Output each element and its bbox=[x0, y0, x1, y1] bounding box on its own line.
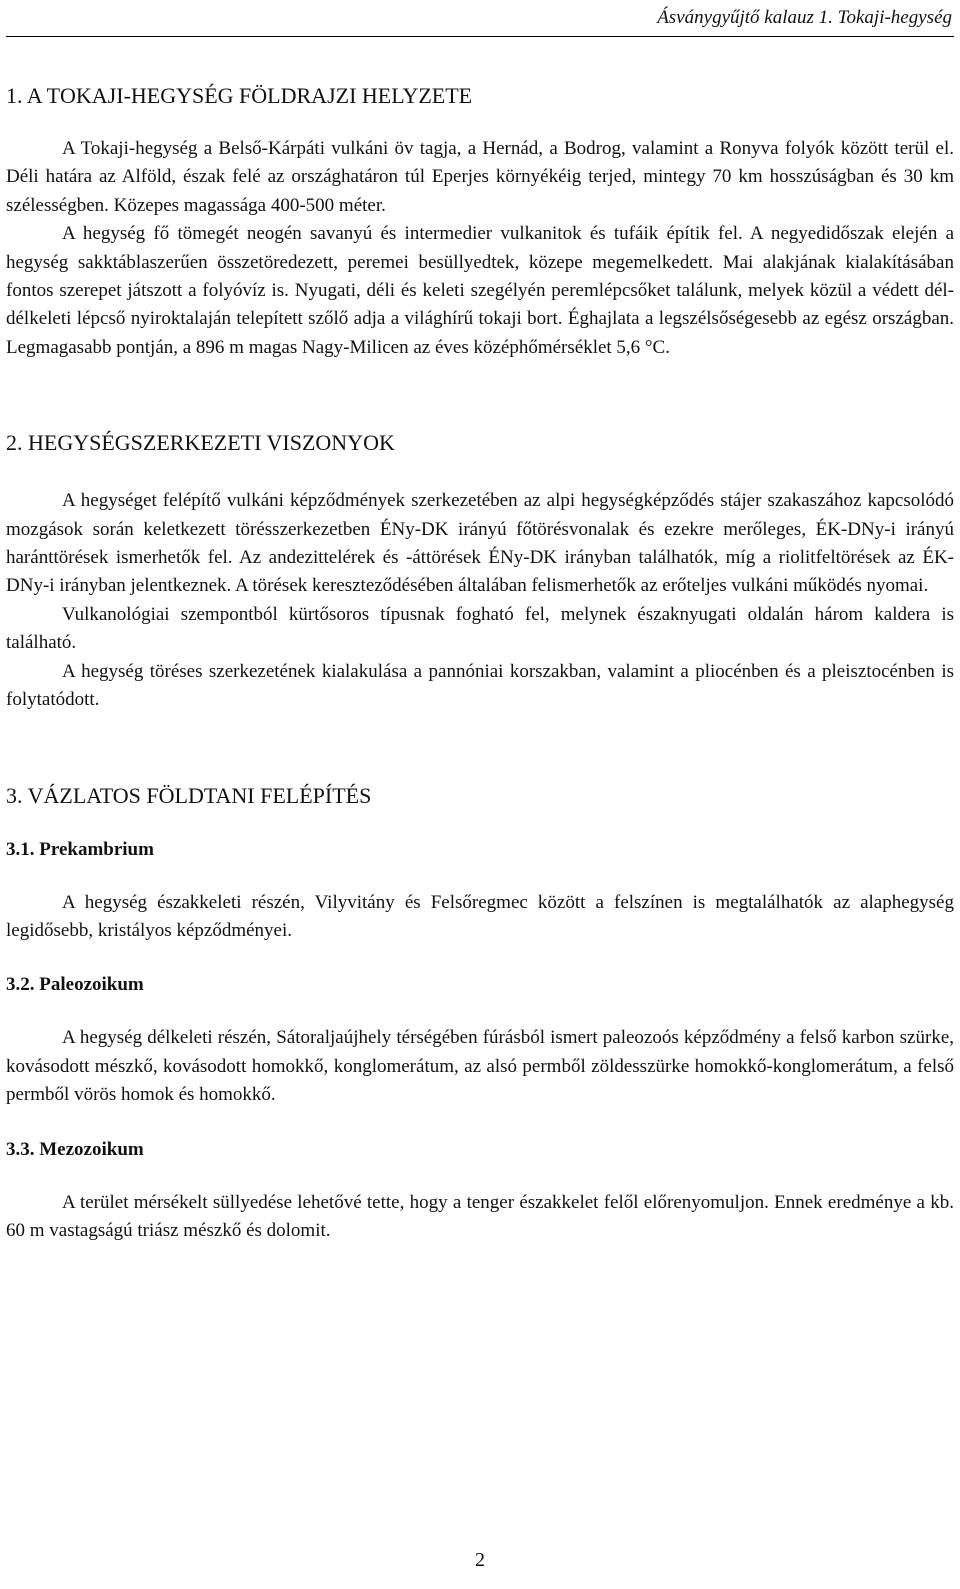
subsection-heading-mezozoikum: 3.3. Mezozoikum bbox=[6, 1138, 144, 1160]
section-1-heading bbox=[6, 82, 954, 110]
paragraph: A terület mérsékelt süllyedése lehetővé tette, hogy a tenger északkelet felől előrenyomuljon. Ennek eredménye a kb. 60 m vastagságú triász mészkő és dolomit. bbox=[6, 1191, 954, 1241]
paragraph: A hegység fő tömegét neogén savanyú és intermedier vulkanitok és tufáik építik fel. A negyedidőszak elején a hegység sakktáblaszerűen összetöredezett, peremei besüllyedtek, közepe megemelkedett. Mai alakjának kialakításában fontos szerepet játszott a folyóvíz is. Nyugati, déli és keleti szegélyén peremlépcsőket találunk, melyek közül a védett dél-délkeleti lépcső nyiroktalaján telepített szőlő adja a világhírű tokaji bort. Éghajlata a legszélsőségesebb az egész országban. Legmagasabb pontján, a 896 m magas Nagy-Milicen az éves középhőmérséklet 5,6 °C. bbox=[6, 223, 954, 358]
section-3-heading bbox=[6, 782, 954, 810]
paragraph: A hegység töréses szerkezetének kialakulása a pannóniai korszakban, valamint a pliocénben és a pleisztocénben is folytatódott. bbox=[6, 660, 954, 711]
section-title-rest: OKAJI-HEGYSÉG FÖLDRAJZI HELYZETE bbox=[60, 83, 473, 108]
page-number: 2 bbox=[475, 1549, 485, 1571]
section-title-initial: V bbox=[27, 782, 44, 808]
section-title-rest: ÁZLATOS FÖLDTANI FELÉPÍTÉS bbox=[43, 782, 372, 808]
paragraph: A hegység északkeleti részén, Vilyvitány és Felsőregmec között a felszínen is megtalálhatók az alaphegység legidősebb, kristályos képződményei. bbox=[6, 891, 954, 941]
section-2-heading bbox=[6, 429, 954, 457]
paragraph: A hegységet felépítő vulkáni képződmények szerkezetében az alpi hegységképződés stájer szakaszához kapcsolódó mozgások során keletkezett törésszerkezetben ÉNy-DK irányú főtörésvonalak és ezekre merőleges, ÉK-DNy-i irányú haránttörések ismerhetők fel. Az andezittelérek és -áttörések ÉNy-DK irányban találhatók, míg a riolitfeltörések az ÉK-DNy-i irányban jelentkeznek. A törések kereszteződésében általában felismerhetők az erőteljes vulkáni működés nyomai. bbox=[6, 490, 954, 597]
section-number: 1. bbox=[6, 83, 23, 108]
paragraph: A Tokaji-hegység a Belső-Kárpáti vulkáni öv tagja, a Hernád, a Bodrog, valamint a Ronyva folyók között terül el. Déli határa az Alföld, észak felé az országhatáron túl Eperjes környékéig terjed, mintegy 70 km hosszúságban és 30 km szélességben. Közepes magassága 400-500 méter. bbox=[6, 138, 954, 216]
section-number: 3. bbox=[6, 782, 23, 808]
section-title-initial: A T bbox=[26, 83, 61, 108]
subsection-heading-paleozoikum: 3.2. Paleozoikum bbox=[6, 974, 144, 996]
section-number: 2. bbox=[6, 430, 23, 456]
paragraph: Vulkanológiai szempontból kürtősoros típusnak fogható fel, melynek északnyugati oldalán három kaldera is található. bbox=[6, 603, 954, 654]
running-header: Ásványgyűjtő kalauz 1. Tokaji-hegység bbox=[6, 6, 954, 37]
section-title-initial: H bbox=[28, 430, 44, 456]
paragraph: A hegység délkeleti részén, Sátoraljaújhely térségében fúrásból ismert paleozoós képződmény a felső karbon szürke, kovásodott mészkő, kovásodott homokkő, konglomerátum, az alsó permből zöldesszürke homokkő-konglomerátum, a felső permből vörös homok és homokkő. bbox=[6, 1027, 954, 1106]
subsection-heading-prekambrium: 3.1. Prekambrium bbox=[6, 838, 154, 860]
section-title-rest: EGYSÉGSZERKEZETI VISZONYOK bbox=[43, 430, 395, 456]
